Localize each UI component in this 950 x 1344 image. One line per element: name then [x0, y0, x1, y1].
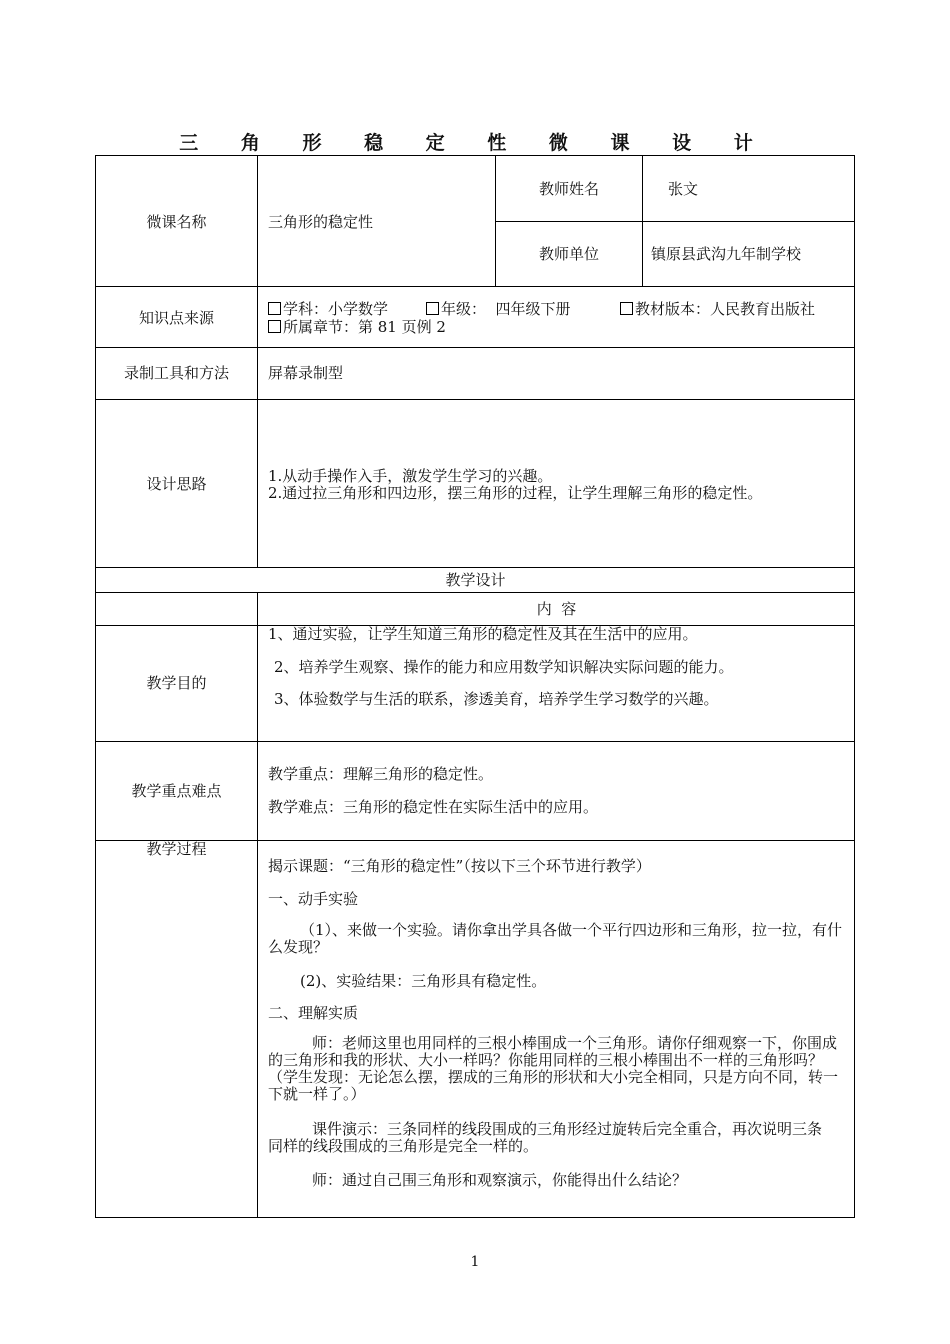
column-divider [257, 592, 258, 1218]
goal-item: 3、体验数学与生活的联系，渗透美育，培养学生学习数学的兴趣。 [274, 690, 719, 708]
teacher-unit-value: 镇原县武沟九年制学校 [651, 245, 802, 263]
teaching-goals-label: 教学目的 [146, 674, 207, 692]
knowledge-subject: 学科：小学数学 [268, 300, 388, 318]
course-name-value: 三角形的稳定性 [268, 213, 374, 231]
key-points-label: 教学重点难点 [131, 782, 222, 800]
checkbox-icon [620, 302, 633, 315]
process-step-1: （1）、来做一个实验。请你拿出学具各做一个平行四边形和三角形，拉一拉，有什么发现？ [268, 921, 843, 956]
teaching-design-header: 教学设计 [445, 571, 506, 589]
process-teacher-2: 师：通过自己围三角形和观察演示，你能得出什么结论？ [312, 1171, 688, 1189]
process-demo: 课件演示：三条同样的线段围成的三角形经过旋转后完全重合，再次说明三条同样的线段围成的三角形是完全一样的。 [268, 1120, 823, 1155]
process-intro: 揭示课题：“三角形的稳定性”（按以下三个环节进行教学） [268, 857, 651, 875]
row-divider [96, 347, 855, 348]
design-idea-line-1: 1.从动手操作入手，激发学生学习的兴趣。 [268, 467, 553, 485]
goal-item: 2、培养学生观察、操作的能力和应用数学知识解决实际问题的能力。 [274, 658, 734, 676]
checkbox-icon [268, 320, 281, 333]
process-teacher-1: 师：老师这里也用同样的三根小棒围成一个三角形。请你仔细观察一下，你围成的三角形和我的形状、大小一样吗？你能用同样的三根小棒围出不一样的三角形吗？（学生发现：无论怎么摆，摆成的三角形的形状和大小完全相同，只是方向不同，转一下就一样了。） [268, 1034, 839, 1103]
process-section-2: 二、理解实质 [268, 1004, 359, 1022]
goal-item: 1、通过实验，让学生知道三角形的稳定性及其在生活中的应用。 [268, 625, 698, 643]
checkbox-icon [426, 302, 439, 315]
process-step-2: (2)、实验结果：三角形具有稳定性。 [300, 972, 547, 990]
teaching-key-point: 教学重点：理解三角形的稳定性。 [268, 765, 494, 783]
knowledge-source-label: 知识点来源 [138, 309, 214, 327]
row-divider [96, 741, 855, 742]
teaching-process-label: 教学过程 [146, 840, 207, 858]
teacher-name-label: 教师姓名 [538, 180, 599, 198]
course-name-label: 微课名称 [146, 213, 207, 231]
knowledge-chapter: 所属章节：第 81 页例 2 [268, 318, 446, 336]
recording-tools-label: 录制工具和方法 [123, 364, 229, 382]
page-number: 1 [470, 1254, 480, 1270]
teaching-difficulty: 教学难点：三角形的稳定性在实际生活中的应用。 [268, 798, 599, 816]
column-divider [642, 156, 643, 286]
design-idea-line-2: 2.通过拉三角形和四边形，摆三角形的过程，让学生理解三角形的稳定性。 [268, 484, 763, 502]
checkbox-icon [268, 302, 281, 315]
teacher-unit-label: 教师单位 [538, 245, 599, 263]
column-divider [257, 156, 258, 567]
process-section-1: 一、动手实验 [268, 890, 359, 908]
lesson-design-table [95, 155, 855, 1218]
row-divider [96, 567, 855, 568]
row-divider [96, 286, 855, 287]
column-divider [495, 156, 496, 286]
recording-tools-value: 屏幕录制型 [268, 364, 344, 382]
row-divider [496, 221, 855, 222]
design-idea-label: 设计思路 [146, 475, 207, 493]
knowledge-grade: 年级： 四年级下册 [426, 300, 571, 318]
row-divider [96, 399, 855, 400]
document-title: 三 角 形 稳 定 性 微 课 设 计 [179, 132, 771, 154]
teacher-name-value: 张文 [668, 180, 699, 198]
knowledge-edition: 教材版本：人民教育出版社 [620, 300, 815, 318]
content-header: 内 容 [536, 600, 577, 618]
row-divider [96, 592, 855, 593]
